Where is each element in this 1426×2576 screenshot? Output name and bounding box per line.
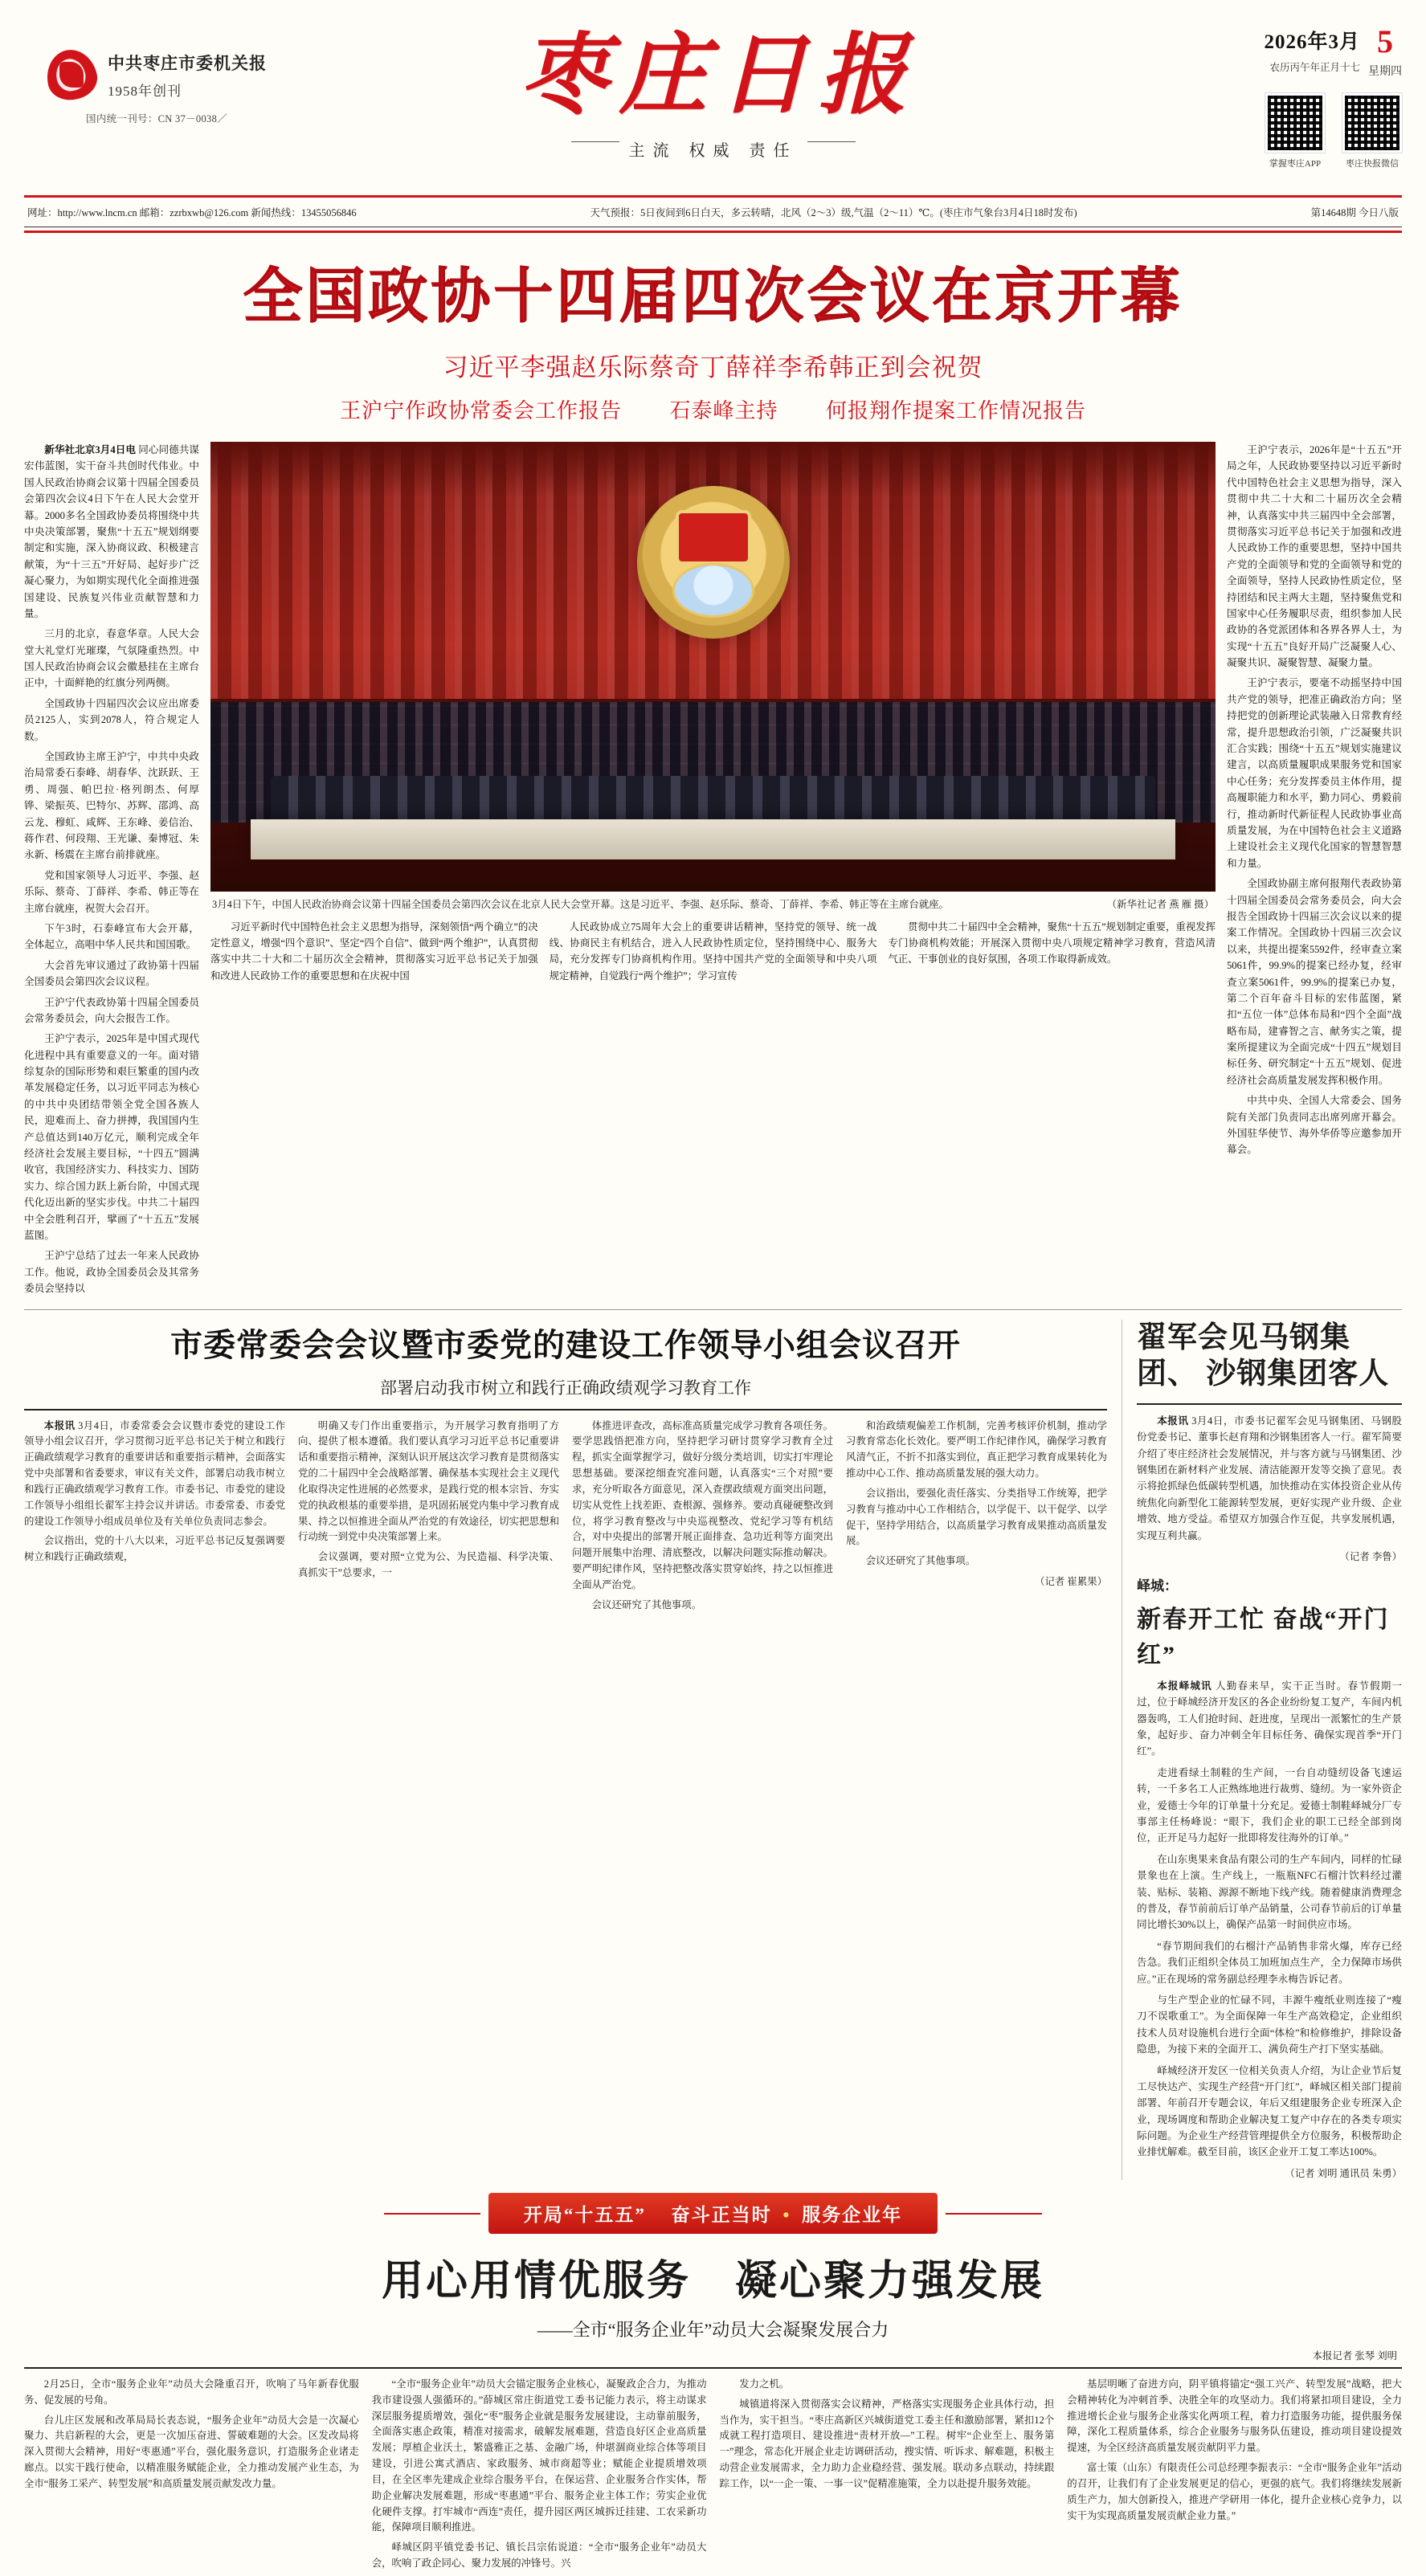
banner-dot: • — [782, 2204, 791, 2225]
body-paragraph: 本报讯 3月4日，市委书记翟军会见马钢集团、马钢股份党委书记、董事长赵育翔和沙钢集团客人一行。翟军简要介绍了枣庄经济社会发展情况，并与客方就与马钢集团、沙钢集团在新材料产业发展、清洁能源开发等交换了意见。表示将抢抓绿色低碳转型机遇，加快推动在实体投资企业从传统焦化向新型化工能源转型发展，更好实现产业升级、企业增效、地方受益。希望双方加强合作互促，共享发展机遇，实现互利共赢。 — [1137, 1415, 1402, 1541]
bottom-col-2 — [372, 2377, 707, 2576]
body-paragraph: 基层明晰了奋进方向，阴平镇将锚定“强工兴产、转型发展”战略，把大会精神转化为冲刺首季、决胜全年的攻坚动力。我们将紧扣项目建设，全力推进增长企业与服务企业落实化两项工程，着力打造服务功能，提供服务保障，深化工程质量体系，综合企业服务与服务队伍建设，推动项目建设提效提速，为全区经济高质量发展贡献阴平力量。 — [1067, 2378, 1402, 2454]
body-paragraph: 与生产型企业的忙碌不同，丰源牛瘦纸业则连接了“瘦刀不误歌重工”。为全面保障一年生产高效稳定，企业组织技术人员对设施机台进行全面“体检”和检修维护，排除设备隐患，为接下来的全面开工、满负荷生产打下坚实基础。 — [1137, 1994, 1402, 2055]
body-paragraph: 体推进评查改，高标准高质量完成学习教育各项任务。要学思践悟把准方向，坚持把学习研讨贯穿学习教育全过程，抓实全面掌握学习，做好分级分类培训，切实打牢理论思想基础。要深挖细查究准问题，认真落实“三个对照”要求，充分听取各方面意见，深入查摆政绩观方面突出问题，切实从党性上找差距、查根源、强修养。要动真碰硬整改到位，将学习教育整改与中央巡视整改、党纪学习等有机结合，对中央提出的部署开展正面排查、急功近利等方面突出问题开展集中治理、清底整改，以解决问题实际推动解决。要严明纪律作风，坚持把整改落实贯穿始终，持之以恒推进全面从严治党。 — [572, 1419, 833, 1590]
photo-credit: （新华社记者 燕 雁 摄） — [1106, 899, 1214, 910]
masthead — [24, 18, 1402, 190]
slogan-rule-right — [807, 141, 856, 142]
sub-story-title: 新春开工忙 奋战“开门红” — [1137, 1606, 1390, 1668]
masthead-center — [289, 18, 1137, 161]
body-paragraph: 王沪宁表示，要毫不动摇坚持中国共产党的领导，把准正确政治方向；坚持把党的创新理论武装融入日常教育经常，提升思想政治引领，广泛凝聚共识汇合实践；围绕“十五五”规划实施建议建言，以高质量履职成果服务党和国家中心任务；充分发挥委员主体作用，提高履职能力和水平，勤力同心、勇毅前行，推动新时代新征程人民政协事业高质量发展，为在中国特色社会主义道路上建设社会主义现代化国家的智慧智慧和力量。 — [1227, 677, 1402, 869]
body-paragraph: 全国政协十四届四次会议应出席委员2125人，实到2078人，符合规定人数。 — [24, 697, 199, 742]
story-col-2 — [298, 1419, 559, 1618]
city-committee-story — [24, 1320, 1122, 2180]
bottom-story-title: 用心用情优服务 凝心聚力强发展 — [381, 2258, 1044, 2305]
body-paragraph: 习近平新时代中国特色社会主义思想为指导，深刻领悟“两个确立”的决定性意义，增强“四个意识”、坚定“四个自信”、做到“两个维护”，认真贯彻落实中共二十大和二十届历次全会精神，贯彻落实习近平总书记关于加强和改进人民政协工作的重要思想和在庆祝中国 — [210, 921, 538, 982]
headline-top-rule — [24, 231, 1402, 233]
body-paragraph: 会议还研究了其他事项。 — [591, 1598, 702, 1611]
body-paragraph: 发力之机。 — [739, 2378, 790, 2390]
flame-logo-icon — [47, 50, 96, 100]
sub-story-label: 峄城： — [1137, 1578, 1178, 1594]
byline-names: 张琴 刘明 — [1354, 2349, 1397, 2362]
body-paragraph: 全国政协主席王沪宁，中共中央政治局常委石泰峰、胡春华、沈跃跃、王勇、周强、帕巴拉·格列朗杰、何厚铧、梁振英、巴特尔、苏辉、邵鸿、高云龙、穆虹、咸辉、王东峰、姜信治、蒋作君、何段翔、王光谦、秦博冠、朱永新、杨震在主席台前排就座。 — [24, 751, 199, 861]
masthead-right — [1137, 18, 1402, 169]
body-paragraph: 会议强调，要对照“立党为公、为民造福、科学决策、真抓实干”总要求，一 — [298, 1551, 559, 1579]
body-paragraph: 台儿庄区发展和改革局局长表态说，“服务企业年”动员大会是一次凝心聚力、共启新程的大会，更是一次加压奋进、誓破难题的大会。区发改局将深入贯彻大会精神，用好“枣惠通”平台，强化服务意识，打造服务企业诸走廊点。以实干践行使命，以精准服务赋能企业，全力推动发展产业生态，为全市“服务工采产、转型发展”和高质量发展贡献发改力量。 — [24, 2414, 359, 2489]
dateline: 本报峄城讯 — [1157, 1680, 1212, 1692]
headline-subtitle: 习近平李强赵乐际蔡奇丁薛祥李希韩正到会祝贺 — [443, 353, 983, 382]
body-paragraph: 峄城经济开发区一位相关负责人介绍，为让企业节后复工尽快达产、实现生产经营“开门红”，峄城区相关部门提前部署、年前召开专题会议，年后又组建服务企业专班深入企业，现场调度和帮助企业解决复工复产中存在的各类专项实际问题。为企业生产经营管理提供全方位服务，积极帮助企业排忧解难。截至目前，该区企业开工复工率达100%。 — [1137, 2064, 1402, 2158]
lead-photo-wrap — [210, 442, 1216, 912]
bottom-col-3 — [720, 2377, 1055, 2576]
qr-code-icon[interactable] — [1342, 93, 1402, 153]
issue-year-month: 2026年3月 — [1264, 31, 1360, 53]
body-paragraph: 会议指出，要强化责任落实、分类指导工作统筹，把学习教育与推动中心工作相结合，以学促干、以干促学、以学促干，坚持学用结合，以高质量学习教育成果推动高质量发展。 — [846, 1487, 1107, 1547]
info-bar — [24, 198, 1402, 227]
lunar-date: 农历丙午年正月十七 — [1269, 62, 1360, 73]
weather-info: 天气预报：5日夜间到6日白天，多云转晴，北风（2～3）级,气温（2～11）℃。(枣庄市气象台3月4日18时发布) — [590, 207, 1077, 218]
qr-code-icon[interactable] — [1265, 93, 1325, 153]
photo-below-columns — [210, 919, 1216, 987]
dateline: 本报讯 — [43, 1419, 76, 1431]
bottom-story-byline — [24, 2348, 1397, 2362]
body-paragraph: 明确又专门作出重要指示，为开展学习教育指明了方向、提供了根本遵循。我们要认真学习习近平总书记重要讲话和重要指示精神，深刻认识开展这次学习教育是贯彻落实党的二十届四中全会战略部署、确保基本实现社会主义现代化取得决定性进展的必然要求，是践行党的根本宗旨、夯实党的执政根基的重要举措，是巩固拓展党内集中学习教育成果、持之以恒推进全面从严治党的有效途径，切实把思想和行动统一到党中央决策部署上来。 — [298, 1419, 559, 1543]
publisher-org: 中共枣庄市委机关报 — [108, 53, 267, 73]
story-rule — [24, 1409, 1107, 1410]
bottom-story-subtitle: ——全市“服务企业年”动员大会凝聚发展合力 — [537, 2319, 889, 2340]
masthead-left — [24, 18, 289, 125]
story-rule — [1137, 1403, 1402, 1405]
story-col-1 — [24, 1419, 285, 1618]
headline-subtitle-2 — [24, 394, 1402, 424]
body-paragraph: “春节期间我们的右榴汁产品销售非常火爆，库存已经告急。我们正组织全体员工加班加点生产，全力保障市场供应。”正在现场的常务副总经理李永梅告诉记者。 — [1137, 1940, 1402, 1985]
body-paragraph: 本报讯 3月4日，市委常委会会议暨市委党的建设工作领导小组会议召开，学习贯彻习近平总书记关于树立和践行正确政绩观学习教育的重要讲话和重要指示精神，会面落实党中央部署和省委要求，审议有关文件，部署启动我市树立和践行正确政绩观学习教育工作。市委书记、市委党的建设工作领导小组组长翟军主持会议并讲话。市委常委、市委党的建设工作领导小组成员单位及有关单位负责同志参会。 — [24, 1419, 285, 1527]
page-title: 全国政协十四届四次会议在京开幕 — [243, 262, 1183, 331]
photo-below-col-2 — [550, 919, 877, 987]
byline-label: 本报记者 — [1312, 2349, 1353, 2362]
story-col-4 — [846, 1419, 1107, 1618]
story-subtitle: 部署启动我市树立和践行正确政绩观学习教育工作 — [380, 1378, 751, 1398]
sub2-part-c: 何报翔作提案工作情况报告 — [826, 399, 1087, 423]
section-divider — [24, 1309, 1402, 1310]
lead-story-body — [24, 442, 1402, 1301]
story-byline: （记者 崔累果） — [1035, 1576, 1107, 1588]
lead-center-zone — [210, 442, 1216, 1301]
body-paragraph: 全国政协副主席何报翔代表政协第十四届全国委员会常务委员会，向大会报告全国政协十四届三次会议以来的提案工作情况。全国政协十四届三次会议以来，共提出提案5592件，经审查立案5061件，99.9%的提案已经办复，经审查立案5061件，99.9%的提案已办复，第二个百年奋斗目标的宏伟蓝图，紧扣“五位一体”总体布局和“四个全面”战略布局，建睿智之言、献务实之策，提案所提建议为全面完成“十四五”规划目标任务、研究制定“十五五”规划、促进经济社会高质量发展发挥积极作用。 — [1227, 878, 1402, 1086]
bottom-story-columns — [24, 2377, 1402, 2576]
body-paragraph: “全市“服务企业年”动员大会锚定服务企业核心，凝聚政企合力，为推动我市建设强人强循环的。”薛城区常庄街道党工委书记能力表示，将主动谋求深层服务提质增效，强化“枣”服务企业就是服务发展建设，主动靠前服务，全面落实惠企政策，精准对接需求，破解发展难题，营造良好区企业高质量发展；厚植企业沃土，繁盛雅正之基、金融广场，仲堪涸商业综合体等项目建设，引进公寓式酒店、家政服务、城市商超等业；赋能企业提质增效项目，在全区率先建成企业综合服务平台，在保运营、企业服务合作实体，帮助企业解决发展难题，形成“枣惠通”平台、服务企业主体工作；劳实企业优化硬件支撑。打牢城市“西连”责任，提升园区两区城拆迁挂建、工农采新功能，保障项目顺利推进。 — [371, 2378, 707, 2533]
body-paragraph: 大会首先审议通过了政协第十四届全国委员会第四次会议议程。 — [24, 959, 199, 988]
slogan-rule-left — [571, 141, 619, 142]
dateline: 新华社北京3月4日电 — [44, 444, 136, 455]
body-paragraph: 王沪宁代表政协第十四届全国委员会常务委员会，向大会报告工作。 — [24, 996, 199, 1024]
body-paragraph: 2月25日，全市“服务企业年”动员大会隆重召开，吹响了马年新春优服务、促发展的号角。 — [24, 2378, 359, 2406]
issue-number: 第14648期 今日八版 — [1310, 207, 1399, 218]
body-paragraph: 走进看绿土制鞋的生产间，一台自动缝纫设备飞速运转，一千多名工人正熟练地进行裁剪、缝纫。为一家外资企业，爱德士今年的订单量十分充足。爱德士制鞋峄城分厂专事部主任杨峰说：“眼下，我们企业的职工已经全部到岗位，正开足马力起好一批即将发往海外的订单。” — [1137, 1766, 1402, 1844]
campaign-banner — [488, 2193, 938, 2234]
issue-day: 5 — [1377, 23, 1393, 59]
body-paragraph: 三月的北京，春意华章。人民大会堂大礼堂灯光璀璨，气氛隆重热烈。中国人民政治协商会议会徽悬挂在主席台正中，十面鲜艳的红旗分列两侧。 — [24, 628, 199, 689]
qr-app[interactable] — [1265, 93, 1325, 169]
body-paragraph: 在山东奥果来食品有限公司的生产车间内，同样的忙碌景象也在上演。生产线上，一瓶瓶NFC石榴汁饮料经过灌装、贴标、装箱、源源不断地下线产线。随着健康消费理念的普及，春节前前后订单产品销量，公司春节前后的订单量同比增长30%以上，确保产品第一时间供应市场。 — [1137, 1853, 1402, 1931]
logo-row — [24, 50, 289, 100]
body-paragraph: 王沪宁表示，2025年是中国式现代化进程中具有重要意义的一年。面对错综复杂的国际形势和艰巨繁重的国内改革发展稳定任务，以习近平同志为核心的中共中央团结带领全党全国各族人民，迎难而上、奋力拼搏，我国国内生产总值达到140万亿元，顺利完成全年经济社会发展主要目标，“十四五”圆满收官，我国经济实力、科技实力、国防实力、综合国力跃上新台阶，中国式现代化迈出新的坚实步伐。中共二十届四中全会胜利召开，擘画了“十五五”发展蓝图。 — [24, 1033, 199, 1241]
lead-paragraph: 新华社北京3月4日电 同心同德共谋宏伟蓝图，实干奋斗共创时代伟业。中国人民政治协商会议第十四届全国委员会第四次会议4日下午在人民大会堂开幕。2000多名全国政协委员将围绕中共中央决策部署，聚焦“十五五”规划纲要制定和实施，深入协商议政、积极建言献策，为“十三五”开好局、起好步广泛凝心聚力，为如期实现代化全面推进强国建设、民族复兴伟业贡献智慧和力量。 — [24, 444, 199, 619]
body-paragraph: 本报峄城讯 人勤春来早，实干正当时。春节假期一过，位于峄城经济开发区的各企业纷纷复工复产，车间内机器轰鸣，工人们抢时间、赶进度，呈现出一派繁忙的生产景象，起好步、奋力冲刺全年目标任务、确保实现首季“开门红”。 — [1137, 1680, 1403, 1757]
body-paragraph: 城镇道将深入贯彻落实会议精神，严格落实实现服务企业具体行动，担当作为，实干担当。“枣庄高新区兴城街道党工委主任和激励部署，紧扣12个成就工程打造项目、建设推进“责材开放—”工程。树牢“企业至上、服务第一”理念，常态化开展企业走访调研活动，搜实情、听诉求、解难题，积极主动营企业发展需求，全力助力企业稳经营、强发展。联动多点联动，持续跟踪工作，以“一企一策、一事一议”促精准施策，全力以赴提升服务效能。 — [719, 2398, 1055, 2489]
meeting-guests-story — [1137, 1320, 1402, 2180]
sub-story-byline: （记者 刘明 通讯员 朱勇） — [1285, 2167, 1402, 2179]
sub2-part-a: 王沪宁作政协常委会工作报告 — [339, 399, 622, 423]
body-paragraph: 贯彻中共二十届四中全会精神，聚焦“十五五”规划制定重要，重视发挥专门协商机构效能；开展深入贯彻中央八项规定精神学习教育，营造风清气正、干事创业的良好氛围，各项工作取得新成效。 — [888, 921, 1216, 965]
issn-number: 国内统一刊号：CN 37－0038／ — [86, 113, 227, 125]
story-title: 市委常委会会议暨市委党的建设工作领导小组会议召开 — [170, 1326, 961, 1363]
lead-photo — [210, 442, 1216, 892]
body-paragraph: 富士策（山东）有限责任公司总经理李振表示：“全市“服务企业年”活动的召开，让我们有了企业发展更足的信心，更强的底气。我们将继续发展新质生产力，加大创新投入，推进产学研用一体化，提升企业核心竞争力，以实干为实现高质量发展贡献企业力量。” — [1067, 2462, 1402, 2521]
banner-part-a: 开局“十五五” — [523, 2204, 646, 2225]
photo-caption — [210, 892, 1216, 912]
bottom-col-4 — [1067, 2377, 1402, 2576]
story-byline: （记者 李鲁） — [1339, 1550, 1402, 1562]
qr-wechat-caption: 枣庄快报微信 — [1346, 159, 1399, 169]
lead-left-column — [24, 442, 199, 1301]
issue-weekday: 星期四 — [1368, 66, 1402, 78]
body-paragraph: 王沪宁总结了过去一年来人民政协工作。他说，政协全国委员会及其常务委员会坚持以 — [24, 1250, 199, 1295]
cppcc-emblem-icon — [637, 486, 790, 639]
banner-part-b: 奋斗正当时 — [671, 2204, 772, 2225]
body-paragraph: 会议还研究了其他事项。 — [865, 1555, 976, 1567]
paper-slogan: 主流 权威 责任 — [628, 141, 798, 160]
qr-wechat[interactable] — [1342, 93, 1402, 169]
paper-title: 枣庄日报 — [519, 22, 918, 126]
banner-part-c: 服务企业年 — [802, 2204, 903, 2225]
bottom-col-1 — [24, 2377, 359, 2576]
photo-caption-text: 3月4日下午，中国人民政治协商会议第十四届全国委员会第四次会议在北京人民大会堂开幕。这是习近平、李强、赵乐际、蔡奇、丁薛祥、李希、韩正等在主席台就座。 — [212, 899, 949, 910]
qr-app-caption: 掌握枣庄APP — [1269, 159, 1322, 169]
body-paragraph: 王沪宁表示，2026年是“十五五”开局之年，人民政协要坚持以习近平新时代中国特色社会主义思想为指导，深入贯彻中共二十大和二十届历次全会精神，认真落实中共三届四中全会部署，贯彻落实习近平总书记关于加强和改进人民政协工作的重要思想，坚持中国共产党的全面领导和党的全面领导和党的全面领导，坚持人民政协性质定位，坚持团结和民主两大主题，坚持聚焦党和国家中心任务履职尽责，组织参加人民政协的各党派团体和各界各界人士，为实现“十五五”良好开局广泛凝聚人心、凝聚共识、凝聚智慧、凝聚力量。 — [1227, 444, 1402, 669]
story-title: 翟军会见马钢集团、 沙钢集团客人 — [1137, 1321, 1390, 1390]
body-paragraph: 党和国家领导人习近平、李强、赵乐际、蔡奇、丁薛祥、李希、韩正等在主席台就座，祝贺大会召开。 — [24, 869, 199, 914]
body-paragraph: 下午3时，石泰峰宣布大会开幕，全体起立，高唱中华人民共和国国歌。 — [24, 922, 199, 951]
photo-below-col-1 — [210, 919, 538, 987]
secondary-stories — [24, 1320, 1402, 2180]
lead-headline-block — [24, 238, 1402, 431]
lead-right-column — [1227, 442, 1402, 1301]
body-paragraph: 会议指出，党的十八大以来，习近平总书记反复强调要树立和践行正确政绩观， — [24, 1535, 285, 1563]
bottom-story-rule — [24, 2367, 1402, 2369]
contact-info: 网址：http://www.lncm.cn 邮箱：zzrbxwb@126.com 新闻热线：13455056846 — [27, 207, 357, 218]
photo-below-col-3 — [888, 919, 1216, 987]
story-col-3 — [572, 1419, 833, 1618]
body-paragraph: 和治政绩观偏差工作机制，完善考核评价机制，推动学习教育常态化长效化。要严明工作纪律作风，确保学习教育风清气正，不折不扣落实到位，真正把学习教育成果转化为推动中心工作、推动高质量发展的强大动力。 — [846, 1419, 1107, 1480]
body-paragraph: 人民政协成立75周年大会上的重要讲话精神，坚持党的领导、统一战线、协商民主有机结合，进入人民政协性质定位，坚持围绕中心、服务大局，充分发挥专门协商机构作用。坚持中国共产党的全面领导和中央八项规定精神，自觉践行“两个维护”；学习宣传 — [549, 921, 877, 982]
founded-year: 1958年创刊 — [108, 83, 182, 99]
campaign-banner-wrap — [24, 2193, 1402, 2234]
body-paragraph: 中共中央、全国人大常委会、国务院有关部门负责同志出席列席开幕会。外国驻华使节、海外华侨等应邀参加开幕会。 — [1227, 1095, 1402, 1156]
dateline: 本报讯 — [1157, 1415, 1189, 1427]
sub2-part-b: 石泰峰主持 — [669, 399, 778, 423]
body-paragraph: 峄城区阴平镇党委书记、镇长吕宗佑说道：“全市“服务企业年”动员大会，吹响了政企同心、聚力发展的冲锋号。兴 — [371, 2541, 707, 2570]
